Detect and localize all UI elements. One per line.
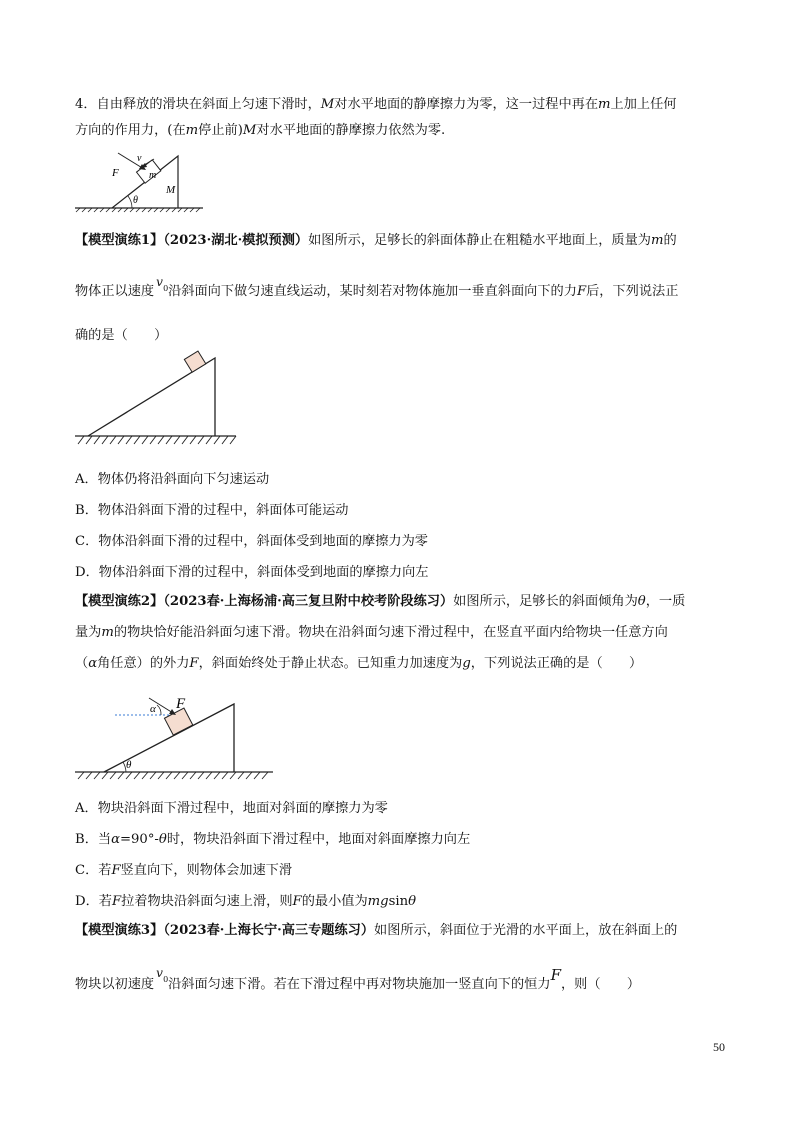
- q1-option-a: A．物体仍将沿斜面向下匀速运动: [75, 472, 270, 487]
- v0-symbol: v 0: [156, 275, 169, 293]
- item4-line1: 4．自由释放的滑块在斜面上匀速下滑时，M对水平地面的静摩擦力为零，这一过程中再在m上加上任何: [75, 97, 677, 112]
- q3-line1: 【模型演练3】（2023春·上海长宁·高三专题练习）如图所示，斜面位于光滑的水平面上，放在斜面上的: [75, 923, 678, 938]
- v0-symbol: v 0: [156, 966, 169, 984]
- q2-option-c: C．若F竖直向下，则物体会加速下滑: [75, 863, 293, 878]
- fig1-v-label: v: [137, 153, 142, 164]
- q1-option-b: B．物体沿斜面下滑的过程中，斜面体可能运动: [75, 503, 349, 518]
- incline-figure-2: [70, 350, 240, 450]
- q3-tag: 【模型演练3】: [75, 923, 164, 938]
- q3-line2: 物块以初速度 v 0 沿斜面匀速下滑。若在下滑过程中再对物块施加一竖直向下的恒力F，则（ ）: [75, 966, 641, 992]
- q2-line3: （α角任意）的外力F，斜面始终处于静止状态。已知重力加速度为g，下列说法正确的是（ ）: [75, 656, 643, 671]
- fig3-F-label: F: [176, 696, 186, 712]
- fig3-theta-label: θ: [126, 759, 132, 771]
- q1-source: （2023·湖北·模拟预测）: [163, 233, 309, 248]
- q2-tag: 【模型演练2】: [75, 594, 164, 609]
- q2-option-d: D．若F拉着物块沿斜面匀速上滑，则F的最小值为mgsinθ: [75, 894, 417, 909]
- incline-figure-1: [70, 148, 210, 218]
- q3-source: （2023春·上海长宁·高三专题练习）: [163, 923, 375, 938]
- q2-option-b: B．当α=90°-θ时，物块沿斜面下滑过程中，地面对斜面摩擦力向左: [75, 832, 471, 847]
- q1-line1: 【模型演练1】（2023·湖北·模拟预测）如图所示，足够长的斜面体静止在粗糙水平地面上，质量为m的: [75, 233, 677, 248]
- q1-line3: 确的是（ ）: [75, 328, 168, 343]
- q2-option-a: A．物块沿斜面下滑过程中，地面对斜面的摩擦力为零: [75, 801, 388, 816]
- q1-line2: 物体正以速度 v 0 沿斜面向下做匀速直线运动，某时刻若对物体施加一垂直斜面向下的力F后，下列说法正: [75, 275, 679, 299]
- item4-line2: 方向的作用力，(在m停止前)M对水平地面的静摩擦力依然为零.: [75, 123, 446, 138]
- q2-line1: 【模型演练2】（2023春·上海杨浦·高三复旦附中校考阶段练习）如图所示，足够长的斜面倾角为θ，一质: [75, 594, 686, 609]
- q2-line2: 量为m的物块恰好能沿斜面匀速下滑。物块在沿斜面匀速下滑过程中，在竖直平面内给物块一任意方向: [75, 625, 668, 640]
- fig1-m-label: m: [149, 170, 157, 181]
- q1-option-d: D．物体沿斜面下滑的过程中，斜面体受到地面的摩擦力向左: [75, 565, 429, 580]
- incline-figure-3: [70, 688, 280, 786]
- q1-option-c: C．物体沿斜面下滑的过程中，斜面体受到地面的摩擦力为零: [75, 534, 428, 549]
- page-number: 50: [713, 1040, 725, 1054]
- fig1-theta-label: θ: [133, 195, 138, 206]
- fig3-alpha-label: α: [150, 703, 156, 715]
- q1-tag: 【模型演练1】: [75, 233, 164, 248]
- fig1-M-label: M: [166, 184, 176, 196]
- q2-source: （2023春·上海杨浦·高三复旦附中校考阶段练习）: [163, 594, 454, 609]
- fig1-F-label: F: [112, 167, 119, 179]
